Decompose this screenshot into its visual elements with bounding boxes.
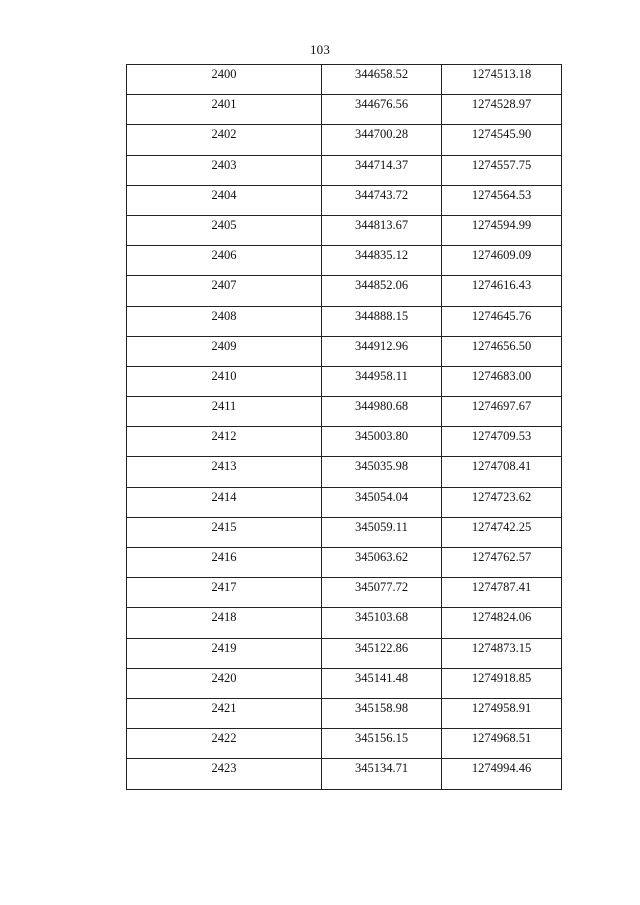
point-id-cell: 2418 (127, 608, 322, 638)
x-coordinate-cell: 345077.72 (322, 578, 442, 608)
table-row (127, 517, 562, 547)
table-row (127, 548, 562, 578)
y-coordinate-cell: 1274709.53 (442, 427, 562, 457)
table-row (127, 125, 562, 155)
table-row (127, 306, 562, 336)
point-id-cell: 2403 (127, 155, 322, 185)
y-coordinate-cell: 1274873.15 (442, 638, 562, 668)
table-row (127, 336, 562, 366)
point-id-cell: 2408 (127, 306, 322, 336)
x-coordinate-cell: 345141.48 (322, 668, 442, 698)
y-coordinate-cell: 1274824.06 (442, 608, 562, 638)
point-id-cell: 2401 (127, 95, 322, 125)
table-row (127, 65, 562, 95)
y-coordinate-cell: 1274564.53 (442, 185, 562, 215)
y-coordinate-cell: 1274742.25 (442, 517, 562, 547)
table-row (127, 487, 562, 517)
point-id-cell: 2411 (127, 397, 322, 427)
x-coordinate-cell: 345035.98 (322, 457, 442, 487)
x-coordinate-cell: 344912.96 (322, 336, 442, 366)
y-coordinate-cell: 1274609.09 (442, 246, 562, 276)
table-row (127, 578, 562, 608)
y-coordinate-cell: 1274528.97 (442, 95, 562, 125)
y-coordinate-cell: 1274708.41 (442, 457, 562, 487)
table-row (127, 95, 562, 125)
y-coordinate-cell: 1274683.00 (442, 366, 562, 396)
x-coordinate-cell: 345103.68 (322, 608, 442, 638)
point-id-cell: 2400 (127, 65, 322, 95)
x-coordinate-cell: 344658.52 (322, 65, 442, 95)
x-coordinate-cell: 345059.11 (322, 517, 442, 547)
x-coordinate-cell: 344700.28 (322, 125, 442, 155)
x-coordinate-cell: 345134.71 (322, 759, 442, 789)
table-row (127, 185, 562, 215)
point-id-cell: 2422 (127, 729, 322, 759)
point-id-cell: 2410 (127, 366, 322, 396)
table-row (127, 215, 562, 245)
point-id-cell: 2414 (127, 487, 322, 517)
x-coordinate-cell: 345063.62 (322, 548, 442, 578)
point-id-cell: 2407 (127, 276, 322, 306)
y-coordinate-cell: 1274723.62 (442, 487, 562, 517)
x-coordinate-cell: 344813.67 (322, 215, 442, 245)
y-coordinate-cell: 1274918.85 (442, 668, 562, 698)
x-coordinate-cell: 344980.68 (322, 397, 442, 427)
y-coordinate-cell: 1274557.75 (442, 155, 562, 185)
y-coordinate-cell: 1274594.99 (442, 215, 562, 245)
page-number: 103 (309, 42, 331, 57)
coordinate-table-body (127, 65, 562, 790)
point-id-cell: 2405 (127, 215, 322, 245)
table-row (127, 457, 562, 487)
point-id-cell: 2415 (127, 517, 322, 547)
table-row (127, 155, 562, 185)
y-coordinate-cell: 1274513.18 (442, 65, 562, 95)
y-coordinate-cell: 1274656.50 (442, 336, 562, 366)
table-row (127, 698, 562, 728)
x-coordinate-cell: 344888.15 (322, 306, 442, 336)
y-coordinate-cell: 1274645.76 (442, 306, 562, 336)
table-row (127, 759, 562, 789)
point-id-cell: 2413 (127, 457, 322, 487)
point-id-cell: 2420 (127, 668, 322, 698)
point-id-cell: 2412 (127, 427, 322, 457)
y-coordinate-cell: 1274545.90 (442, 125, 562, 155)
y-coordinate-cell: 1274787.41 (442, 578, 562, 608)
table-row (127, 668, 562, 698)
point-id-cell: 2417 (127, 578, 322, 608)
point-id-cell: 2421 (127, 698, 322, 728)
x-coordinate-cell: 344852.06 (322, 276, 442, 306)
coordinate-table (126, 64, 562, 790)
y-coordinate-cell: 1274968.51 (442, 729, 562, 759)
table-row (127, 397, 562, 427)
x-coordinate-cell: 344714.37 (322, 155, 442, 185)
y-coordinate-cell: 1274994.46 (442, 759, 562, 789)
y-coordinate-cell: 1274697.67 (442, 397, 562, 427)
table-row (127, 638, 562, 668)
point-id-cell: 2419 (127, 638, 322, 668)
table-row (127, 608, 562, 638)
x-coordinate-cell: 345156.15 (322, 729, 442, 759)
x-coordinate-cell: 345158.98 (322, 698, 442, 728)
point-id-cell: 2402 (127, 125, 322, 155)
x-coordinate-cell: 345003.80 (322, 427, 442, 457)
x-coordinate-cell: 344743.72 (322, 185, 442, 215)
point-id-cell: 2416 (127, 548, 322, 578)
x-coordinate-cell: 344676.56 (322, 95, 442, 125)
point-id-cell: 2404 (127, 185, 322, 215)
table-row (127, 729, 562, 759)
table-row (127, 366, 562, 396)
table-row (127, 246, 562, 276)
x-coordinate-cell: 344958.11 (322, 366, 442, 396)
table-row (127, 276, 562, 306)
x-coordinate-cell: 344835.12 (322, 246, 442, 276)
y-coordinate-cell: 1274958.91 (442, 698, 562, 728)
y-coordinate-cell: 1274616.43 (442, 276, 562, 306)
x-coordinate-cell: 345054.04 (322, 487, 442, 517)
point-id-cell: 2406 (127, 246, 322, 276)
x-coordinate-cell: 345122.86 (322, 638, 442, 668)
point-id-cell: 2409 (127, 336, 322, 366)
y-coordinate-cell: 1274762.57 (442, 548, 562, 578)
table-row (127, 427, 562, 457)
point-id-cell: 2423 (127, 759, 322, 789)
